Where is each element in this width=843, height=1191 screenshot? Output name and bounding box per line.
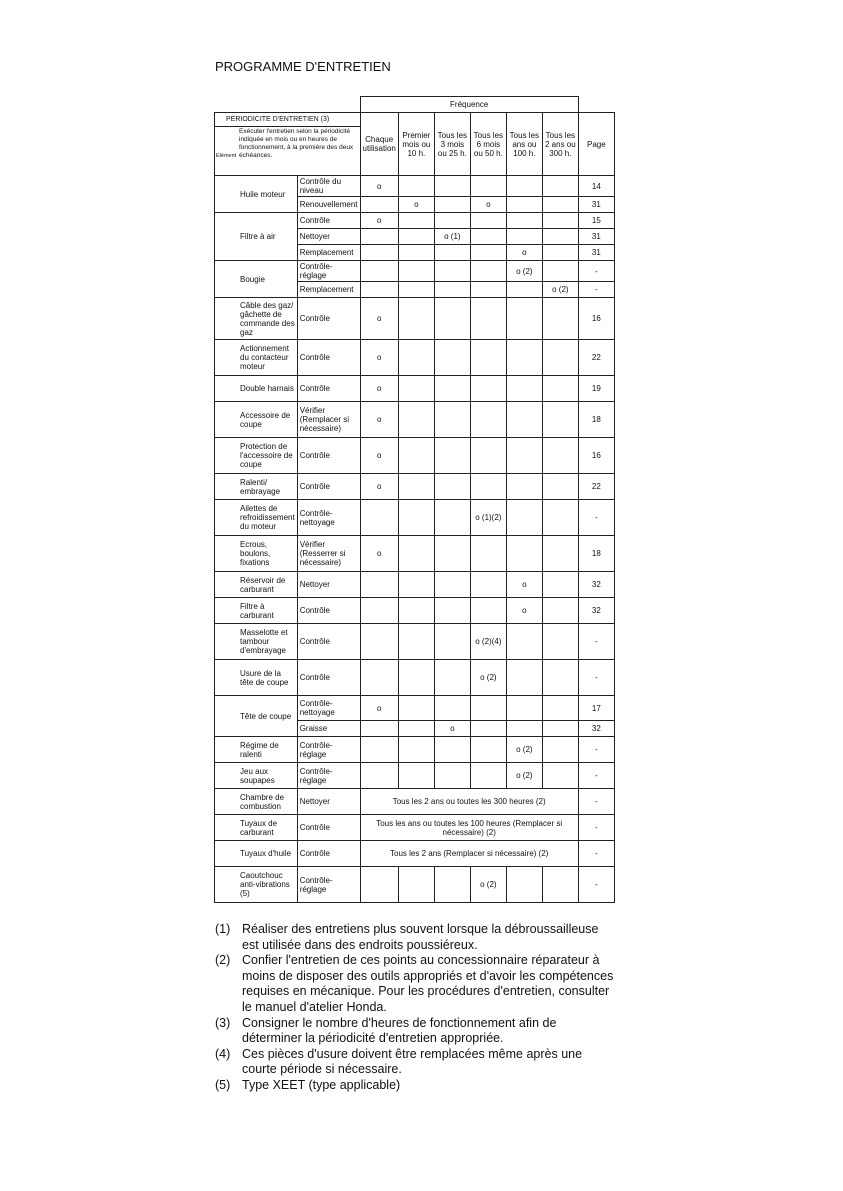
frequency-cell [398,721,434,737]
frequency-cell [506,474,542,500]
frequency-cell [542,213,578,229]
frequency-cell [434,737,470,763]
frequency-cell [470,438,506,474]
operation-cell: Contrôle [297,660,360,696]
frequency-cell [542,261,578,282]
operation-cell: Contrôle-réglage [297,737,360,763]
frequency-cell: o [360,402,398,438]
frequency-cell [470,721,506,737]
frequency-cell: o [360,536,398,572]
element-cell: Jeu aux soupapes [215,763,298,789]
frequency-cell: o [360,474,398,500]
table-row [215,841,615,867]
operation-cell: Contrôle [297,298,360,340]
page-cell: - [578,500,614,536]
frequency-cell [434,213,470,229]
frequency-cell [506,721,542,737]
frequency-cell [398,572,434,598]
frequency-cell [506,402,542,438]
frequency-cell [542,696,578,721]
frequency-cell: o [506,572,542,598]
col-header-1: Premier mois ou 10 h. [398,113,434,176]
table-row [215,572,615,598]
frequency-cell [470,598,506,624]
col-header-3: Tous les 6 mois ou 50 h. [470,113,506,176]
frequency-cell [434,598,470,624]
frequency-cell [506,536,542,572]
periodicity-title: PERIODICITE D'ENTRETIEN (3) [215,113,360,127]
frequency-cell [470,696,506,721]
element-cell: Tuyaux d'huile [215,841,298,867]
frequency-cell [360,282,398,298]
frequency-cell [434,536,470,572]
frequency-cell [360,245,398,261]
frequency-cell [542,376,578,402]
frequency-cell [470,763,506,789]
frequency-cell: o (2)(4) [470,624,506,660]
page-cell: 22 [578,474,614,500]
footnote-text: Type XEET (type applicable) [242,1077,401,1092]
frequency-cell [506,298,542,340]
page-cell: - [578,261,614,282]
frequency-cell: o [398,197,434,213]
notes-section [215,922,615,1094]
frequency-cell: o (2) [506,737,542,763]
operation-cell: Contrôle [297,598,360,624]
frequency-cell [542,474,578,500]
element-cell: Bougie [215,261,298,298]
table-row [215,624,615,660]
element-cell: Tuyaux de carburant [215,815,298,841]
frequency-cell [398,763,434,789]
frequency-cell: o [360,340,398,376]
frequency-cell [506,176,542,197]
frequency-cell [542,176,578,197]
footnote-number: (5) [215,1077,231,1092]
frequency-cell [470,376,506,402]
operation-cell: Contrôle [297,376,360,402]
frequency-cell [398,282,434,298]
frequency-cell [434,282,470,298]
element-cell: Câble des gaz/ gâchette de commande des gaz [215,298,298,340]
page-header: Page [578,113,614,176]
element-cell: Caoutchouc anti-vibrations (5) [215,867,298,903]
table-row [215,696,615,721]
element-label: Elément [216,153,237,159]
element-cell: Accessoire de coupe [215,402,298,438]
footnote [215,1047,615,1078]
footnote [215,1016,615,1047]
element-cell: Tête de coupe [215,696,298,737]
frequency-cell [506,213,542,229]
element-cell: Filtre à air [215,213,298,261]
page-cell: - [578,789,614,815]
table-row [215,340,615,376]
operation-cell: Contrôle-nettoyage [297,696,360,721]
frequency-cell [542,763,578,789]
operation-cell: Vérifier (Resserrer si nécessaire) [297,536,360,572]
frequency-cell [398,229,434,245]
frequency-cell [542,867,578,903]
page-cell: - [578,815,614,841]
frequency-cell [398,867,434,903]
frequency-cell [506,867,542,903]
element-cell: Ecrous, boulons, fixations [215,536,298,572]
footnote-text: Confier l'entretien de ces points au concessionnaire réparateur à moins de disposer des outils appropriés et d'avoir les compétences requises en mécanique. Pour les procédures d'entretien, consulter le manuel d'atelier Honda. [242,953,614,1014]
frequency-cell [434,261,470,282]
frequency-cell [470,536,506,572]
page-cell: 22 [578,340,614,376]
frequency-cell [542,660,578,696]
frequency-cell [470,261,506,282]
frequency-cell [434,660,470,696]
table-row [215,376,615,402]
frequency-cell [542,402,578,438]
frequency-cell [360,867,398,903]
page-cell: 16 [578,298,614,340]
frequency-cell: o [506,245,542,261]
frequency-cell [470,402,506,438]
frequency-cell [506,696,542,721]
frequency-cell [542,536,578,572]
table-row [215,737,615,763]
frequency-cell [506,624,542,660]
frequency-cell [434,245,470,261]
frequency-cell: o [360,298,398,340]
page-cell: - [578,660,614,696]
page-cell: 15 [578,213,614,229]
frequency-cell: o (2) [470,660,506,696]
table-row [215,598,615,624]
operation-cell: Renouvellement [297,197,360,213]
header-spacer [215,97,361,113]
operation-cell: Contrôle-réglage [297,763,360,789]
operation-cell: Nettoyer [297,572,360,598]
header-spacer [578,97,614,113]
frequency-cell [398,176,434,197]
operation-cell: Contrôle-réglage [297,867,360,903]
frequency-cell: o (2) [542,282,578,298]
element-cell: Réservoir de carburant [215,572,298,598]
footnote [215,922,615,953]
frequency-cell: o [470,197,506,213]
frequency-span-cell: Tous les 2 ans ou toutes les 300 heures (2) [360,789,578,815]
frequency-cell [360,500,398,536]
frequency-cell: o (1) [434,229,470,245]
operation-cell: Contrôle-nettoyage [297,500,360,536]
table-row [215,815,615,841]
frequency-cell [434,572,470,598]
frequency-cell [434,474,470,500]
operation-cell: Contrôle-réglage [297,261,360,282]
frequency-cell [542,500,578,536]
operation-cell: Remplacement [297,245,360,261]
frequency-cell [398,500,434,536]
frequency-cell [398,402,434,438]
frequency-cell [360,197,398,213]
footnote-text: Réaliser des entretiens plus souvent lorsque la débroussailleuse est utilisée dans des endroits poussiéreux. [242,922,599,952]
frequency-cell [434,340,470,376]
frequency-cell [398,376,434,402]
page-cell: 31 [578,245,614,261]
frequency-cell: o [434,721,470,737]
operation-cell: Nettoyer [297,789,360,815]
frequency-cell: o [360,696,398,721]
frequency-cell: o [360,176,398,197]
frequency-cell [542,737,578,763]
element-cell: Chambre de combustion [215,789,298,815]
frequency-span-cell: Tous les ans ou toutes les 100 heures (Remplacer si nécessaire) (2) [360,815,578,841]
page-cell: 14 [578,176,614,197]
frequency-cell [398,213,434,229]
frequency-cell [434,438,470,474]
frequency-cell [470,340,506,376]
frequency-cell [398,245,434,261]
footnote-number: (3) [215,1015,231,1030]
operation-cell: Contrôle [297,438,360,474]
frequency-cell: o [360,376,398,402]
frequency-cell [542,340,578,376]
page-cell: - [578,282,614,298]
frequency-cell [434,696,470,721]
frequency-cell [434,500,470,536]
footnote-number: (4) [215,1046,231,1061]
table-row [215,867,615,903]
operation-cell: Contrôle [297,340,360,376]
element-cell: Régime de ralenti [215,737,298,763]
page-cell: 32 [578,572,614,598]
frequency-cell [542,438,578,474]
frequency-cell [360,737,398,763]
frequency-cell [470,176,506,197]
footnote-number: (1) [215,922,231,936]
page-cell: - [578,763,614,789]
col-header-0: Chaque utilisation [360,113,398,176]
frequency-cell: o [506,598,542,624]
frequency-cell [360,660,398,696]
col-header-2: Tous les 3 mois ou 25 h. [434,113,470,176]
table-row [215,660,615,696]
table-row [215,789,615,815]
frequency-cell [506,660,542,696]
frequency-cell [434,763,470,789]
frequency-cell [360,598,398,624]
element-cell: Double harnais [215,376,298,402]
frequency-cell [360,572,398,598]
frequency-cell [398,298,434,340]
frequency-cell [434,624,470,660]
frequency-cell: o (2) [506,763,542,789]
operation-cell: Nettoyer [297,229,360,245]
frequency-cell [434,376,470,402]
frequency-cell [506,500,542,536]
element-cell: Usure de la tête de coupe [215,660,298,696]
frequency-cell [506,438,542,474]
frequency-cell [360,261,398,282]
table-row [215,261,615,282]
frequency-header: Fréquence [360,97,578,113]
frequency-cell [542,298,578,340]
frequency-cell [506,197,542,213]
frequency-cell: o [360,213,398,229]
page-cell: 31 [578,197,614,213]
frequency-cell [542,598,578,624]
page-cell: - [578,624,614,660]
element-cell: Masselotte et tambour d'embrayage [215,624,298,660]
table-row [215,213,615,229]
page-cell: 31 [578,229,614,245]
frequency-cell: o (2) [470,867,506,903]
frequency-cell [360,229,398,245]
page-cell: - [578,841,614,867]
element-cell: Actionnement du contacteur moteur [215,340,298,376]
frequency-cell [398,340,434,376]
page-cell: 32 [578,598,614,624]
frequency-cell [542,572,578,598]
operation-cell: Remplacement [297,282,360,298]
periodicity-instruction: Exécuter l'entretien selon la périodicité indiquée en mois ou en heures de fonctionnement, à la première des deux échéances. [239,128,354,159]
col-header-5: Tous les 2 ans ou 300 h. [542,113,578,176]
frequency-cell [434,867,470,903]
table-row [215,176,615,197]
col-header-4: Tous les ans ou 100 h. [506,113,542,176]
frequency-cell [470,245,506,261]
frequency-span-cell: Tous les 2 ans (Remplacer si nécessaire) (2) [360,841,578,867]
frequency-cell [434,402,470,438]
frequency-cell [398,598,434,624]
frequency-cell [398,624,434,660]
element-cell: Ralenti/ embrayage [215,474,298,500]
page-title: PROGRAMME D'ENTRETIEN [215,59,391,74]
frequency-cell: o [360,438,398,474]
page-cell: 32 [578,721,614,737]
page-cell: - [578,737,614,763]
operation-cell: Contrôle [297,624,360,660]
page-cell: 18 [578,536,614,572]
frequency-cell [542,624,578,660]
operation-cell: Contrôle [297,815,360,841]
frequency-cell [360,624,398,660]
operation-cell: Graisse [297,721,360,737]
frequency-cell [506,340,542,376]
page-cell: 19 [578,376,614,402]
operation-cell: Contrôle [297,213,360,229]
operation-cell: Vérifier (Remplacer si nécessaire) [297,402,360,438]
frequency-cell [470,474,506,500]
frequency-cell [398,536,434,572]
frequency-cell [470,213,506,229]
frequency-cell [434,298,470,340]
page-cell: - [578,867,614,903]
table-row [215,438,615,474]
frequency-cell [398,474,434,500]
frequency-cell [360,721,398,737]
frequency-cell [542,245,578,261]
frequency-cell [506,376,542,402]
frequency-cell [398,438,434,474]
frequency-cell [398,261,434,282]
frequency-cell [542,197,578,213]
page-cell: 17 [578,696,614,721]
element-cell: Ailettes de refroidissement du moteur [215,500,298,536]
frequency-cell [398,660,434,696]
frequency-cell [470,229,506,245]
element-cell: Protection de l'accessoire de coupe [215,438,298,474]
operation-cell: Contrôle [297,474,360,500]
element-cell: Huile moteur [215,176,298,213]
frequency-cell [434,197,470,213]
maintenance-table [214,96,615,903]
frequency-cell [398,696,434,721]
frequency-cell [360,763,398,789]
table-row [215,763,615,789]
table-row [215,536,615,572]
frequency-cell [470,737,506,763]
frequency-cell [398,737,434,763]
operation-cell: Contrôle du niveau [297,176,360,197]
footnote [215,1078,615,1094]
footnote-number: (2) [215,953,231,968]
element-cell: Filtre à carburant [215,598,298,624]
frequency-cell [434,176,470,197]
table-row [215,298,615,340]
footnote-text: Consigner le nombre d'heures de fonctionnement afin de déterminer la périodicité d'entretien appropriée. [242,1015,557,1046]
frequency-cell [470,282,506,298]
frequency-cell: o (1)(2) [470,500,506,536]
table-row [215,402,615,438]
frequency-cell [506,229,542,245]
table-row [215,474,615,500]
page-cell: 18 [578,402,614,438]
footnote-text: Ces pièces d'usure doivent être remplacées même après une courte période si nécessaire. [242,1046,583,1077]
frequency-cell: o (2) [506,261,542,282]
frequency-cell [542,229,578,245]
frequency-cell [542,721,578,737]
page-cell: 16 [578,438,614,474]
frequency-cell [470,572,506,598]
table-row [215,500,615,536]
frequency-cell [470,298,506,340]
frequency-cell [506,282,542,298]
periodicity-cell [215,113,361,176]
operation-cell: Contrôle [297,841,360,867]
footnote [215,953,615,1015]
